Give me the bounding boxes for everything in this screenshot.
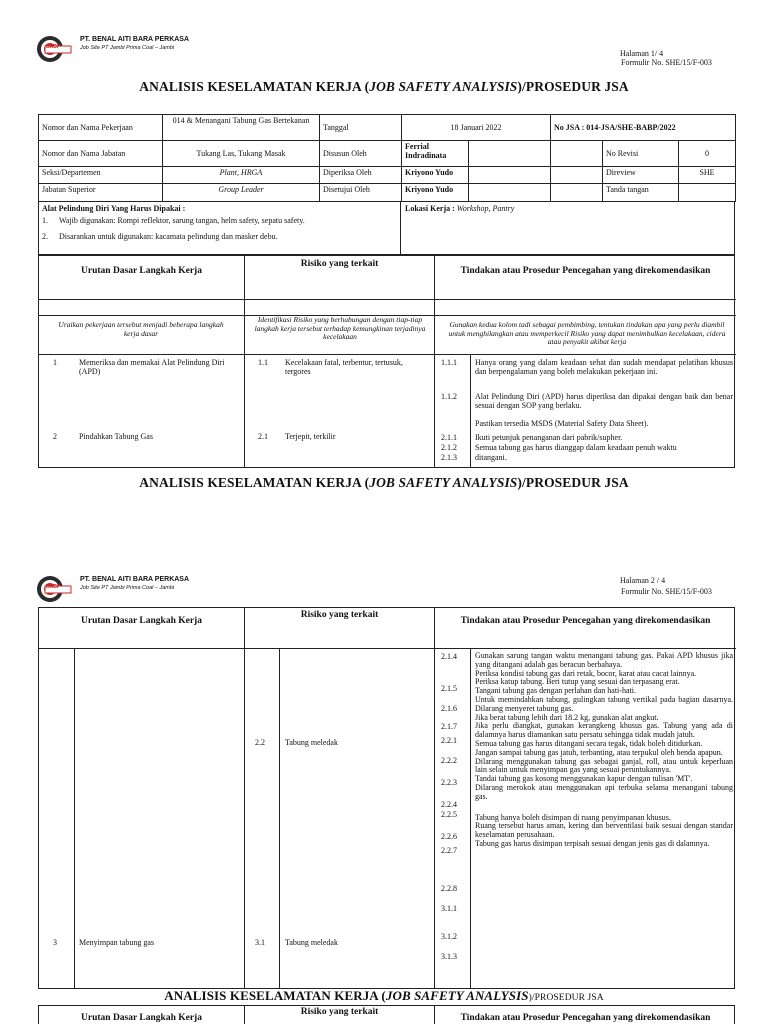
seksi-value: Plant, HRGA <box>163 167 320 184</box>
action-text: Tabung hanya boleh disimpan di ruang penyimpanan khusus. <box>475 812 671 822</box>
divider <box>244 256 245 468</box>
action-text: Untuk memindahkan tabung, gulingkan tabung vertikal pada bagian dasarnya. Dilarang menyeret tabung gas. <box>475 694 733 713</box>
col-tindakan: Tindakan atau Prosedur Pencegahan yang direkomendasikan <box>460 616 711 626</box>
action-text: Jangan sampai tabung gas jatuh, terbanting, atau terpukul oleh benda apapun. <box>475 747 723 757</box>
action-no: 2.1.4 <box>441 652 457 661</box>
jabatan-superior-label: Jabatan Superior <box>39 184 163 202</box>
seksi-label: Seksi/Departemen <box>39 167 163 184</box>
nomor-jabatan-value: Tukang Las, Tukang Masak <box>163 141 320 167</box>
company-logo-text: BABP <box>46 44 61 50</box>
divider <box>39 299 736 300</box>
company-name: PT. BENAL AITI BARA PERKASA <box>80 576 190 583</box>
step-1-no: 1 <box>53 358 57 367</box>
risk-2-2-text: Tabung meledak <box>285 738 338 747</box>
diperiksa-value: Kriyono Yudo <box>402 167 469 184</box>
action-no: 2.2.6 <box>441 832 457 841</box>
tanggal-label: Tanggal <box>320 115 402 141</box>
disusun-ttd <box>469 141 551 167</box>
step-2-text: Pindahkan Tabung Gas <box>79 432 153 441</box>
apd-box <box>38 201 735 255</box>
divider <box>39 648 736 649</box>
action-text: Semua tabung gas harus dianggap dalam keadaan penuh waktu <box>475 443 677 452</box>
action-no: 2.2.8 <box>441 884 457 893</box>
action-text: Ruang tersebut harus aman, kering dan berventilasi baik sesuai dengan standar keselamatan perusahaan. <box>475 821 733 840</box>
disetujui-value: Kriyono Yudo <box>402 184 469 202</box>
tanggal-value: 18 Januari 2022 <box>402 115 551 141</box>
action-text: Semua tabung gas harus ditangani secara tegak, tidak boleh ditidurkan. <box>475 738 703 748</box>
action-no: 2.2.1 <box>441 736 457 745</box>
diperiksa-ttd-2 <box>551 167 603 184</box>
action-text: Gunakan sarung tangan waktu menangani tabung gas. Pakai APD khusus jika yang ditangani adalah gas beracun berbahaya. <box>475 651 733 669</box>
step-2-no: 2 <box>53 432 57 441</box>
action-text: Tangani tabung gas dengan perlahan dan hati-hati. <box>475 686 636 696</box>
repeated-title: ANALISIS KESELAMATAN KERJA (JOB SAFETY ANALYSIS)/PROSEDUR JSA <box>139 475 629 490</box>
jsa-steps-table-p3 <box>38 1005 735 1024</box>
col-risiko: Risiko yang terkait <box>300 1007 379 1017</box>
nomor-pekerjaan-label: Nomor dan Nama Pekerjaan <box>39 115 163 141</box>
col-urutan: Urutan Dasar Langkah Kerja <box>81 616 202 626</box>
page-2-title: ANALISIS KESELAMATAN KERJA (JOB SAFETY ANALYSIS)/PROSEDUR JSA <box>164 988 604 1003</box>
desc-tindakan: Gunakan kedua kolom tadi sebagai pembimbing, tentukan tindakan apa yang perlu diambil untuk menghilangkan atau memperkecil Risiko yang dapat menimbulkan kecelakaan, cidera atau penyakit akibat kerja <box>448 320 726 347</box>
action-no: 2.2.5 <box>441 810 457 819</box>
action-no: 2.1.6 <box>441 704 457 713</box>
col-risiko: Risiko yang terkait <box>300 610 379 620</box>
jsa-header-table <box>38 114 736 202</box>
step-3-no: 3 <box>53 938 57 947</box>
diperiksa-ttd <box>469 167 551 184</box>
divider <box>434 608 435 989</box>
col-tindakan: Tindakan atau Prosedur Pencegahan yang direkomendasikan <box>460 266 711 276</box>
divider <box>74 649 75 989</box>
action-no: 2.1.7 <box>441 722 457 731</box>
company-name: PT. BENAL AITI BARA PERKASA <box>80 36 190 43</box>
lokasi-kerja: Lokasi Kerja : Workshop, Pantry <box>405 204 515 213</box>
action-no: 3.1.1 <box>441 904 457 913</box>
risk-3-1-text: Tabung meledak <box>285 938 338 947</box>
company-logo-text: BABP <box>46 584 61 590</box>
risk-3-1-no: 3.1 <box>255 938 265 947</box>
action-text: Pastikan tersedia MSDS (Material Safety Data Sheet). <box>475 419 649 428</box>
diperiksa-label: Diperiksa Oleh <box>320 167 402 184</box>
divider <box>470 649 471 989</box>
no-revisi-value: 0 <box>679 141 736 167</box>
nomor-jabatan-label: Nomor dan Nama Jabatan <box>39 141 163 167</box>
form-number: Formulir No. SHE/15/F-003 <box>621 587 712 596</box>
col-urutan: Urutan Dasar Langkah Kerja <box>81 266 202 276</box>
action-text: Tabung gas harus disimpan terpisah sesuai dengan jenis gas di dalamnya. <box>475 838 710 848</box>
jsa-steps-table <box>38 255 735 468</box>
tanda-tangan-label: Tanda tangan <box>603 184 679 202</box>
no-jsa: No JSA : 014-JSA/SHE-BABP/2022 <box>551 115 736 141</box>
tanda-tangan-value <box>679 184 736 202</box>
divider <box>279 649 280 989</box>
jabatan-superior-value: Group Leader <box>163 184 320 202</box>
col-risiko: Risiko yang terkait <box>300 259 379 269</box>
disusun-value: Ferrial Indradinata <box>402 141 469 167</box>
action-no: 2.1.5 <box>441 684 457 693</box>
page-number: Halaman 1/ 4 <box>620 49 664 58</box>
apd-item-2: Disarankan untuk digunakan: kacamata pelindung dan masker debu. <box>59 232 278 241</box>
risk-2-text: Terjepit, terkilir <box>285 432 336 441</box>
no-revisi-label: No Revisi <box>603 141 679 167</box>
action-no: 1.1.2 <box>441 392 457 401</box>
desc-risiko: Identifikasi Risiko yang berhubungan dengan tiap-tiap langkah kerja tersebut terhadap kemungkinan terjadinya kecelakaan <box>254 315 426 342</box>
action-text: Alat Pelindung Diri (APD) harus diperiksa dan dipakai dengan baik dan benar sesuai dengan SOP yang berlaku. <box>475 392 733 411</box>
direview-value: SHE <box>679 167 736 184</box>
risk-2-2-no: 2.2 <box>255 738 265 747</box>
action-text: ditangani. <box>475 453 507 462</box>
action-no: 2.2.2 <box>441 756 457 765</box>
step-3-text: Menyimpan tabung gas <box>79 938 155 947</box>
divider <box>244 608 245 989</box>
page-title: ANALISIS KESELAMATAN KERJA (JOB SAFETY ANALYSIS)/PROSEDUR JSA <box>139 79 629 94</box>
divider <box>470 355 471 468</box>
company-site: Job Site PT Jambi Prima Coal – Jambi <box>80 45 175 51</box>
disetujui-label: Disetujui Oleh <box>320 184 402 202</box>
col-tindakan: Tindakan atau Prosedur Pencegahan yang direkomendasikan <box>460 1013 711 1023</box>
action-text: Ikuti petunjuk penanganan dari pabrik/supher. <box>475 433 623 442</box>
nomor-pekerjaan-value: 014 & Menangani Tabung Gas Bertekanan <box>163 115 320 141</box>
action-no: 3.1.2 <box>441 932 457 941</box>
divider <box>39 354 736 355</box>
action-no: 1.1.1 <box>441 358 457 367</box>
action-text: Jika perlu diangkat, gunakan kerangkeng khusus gas. Tabung yang ada di dalamnya harus diamankan satu persatu sehingga tidak mudah jatuh. <box>475 721 733 740</box>
action-no: 2.1.2 <box>441 443 457 452</box>
apd-item-2-no: 2. <box>42 232 48 241</box>
divider <box>434 256 435 468</box>
disetujui-ttd-2 <box>551 184 603 202</box>
action-text: Tandai tabung gas kosong menggunakan kapur dengan tulisan 'MT'. <box>475 774 693 784</box>
action-no: 2.2.7 <box>441 846 457 855</box>
risk-2-no: 2.1 <box>258 432 268 441</box>
action-no: 2.2.3 <box>441 778 457 787</box>
desc-urutan: Uraikan pekerjaan tersebut menjadi beberapa langkah kerja dasar <box>58 320 224 338</box>
action-no: 2.1.3 <box>441 453 457 462</box>
action-no: 2.2.4 <box>441 800 457 809</box>
action-text: Periksa katup tabung. Beri tutup yang sesuai dan terpasang erat. <box>475 677 680 687</box>
apd-item-1-no: 1. <box>42 216 48 225</box>
action-text: Periksa kondisi tabung gas dari retak, bocor, karat atau cacat lainnya. <box>475 668 697 678</box>
action-text: Dilarang menggunakan tabung gas sebagai ganjal, roll, atau untuk keperluan lain selain untuk menyimpan gas yang sesuai peruntukannya. <box>475 756 733 775</box>
action-text: Jika berat tabung lebih dari 18.2 kg, gunakan alat angkut. <box>475 712 659 722</box>
step-1-text: Memeriksa dan memakai Alat Pelindung Diri (APD) <box>79 358 225 377</box>
apd-title: Alat Pelindung Diri Yang Harus Dipakai : <box>42 204 186 213</box>
action-texts <box>475 652 733 849</box>
company-site: Job Site PT Jambi Prima Coal – Jambi <box>80 585 175 591</box>
col-urutan: Urutan Dasar Langkah Kerja <box>81 1013 202 1023</box>
disusun-label: Disusun Oleh <box>320 141 402 167</box>
action-no: 2.1.1 <box>441 433 457 442</box>
disusun-ttd-2 <box>551 141 603 167</box>
action-text: Hanya orang yang dalam keadaan sehat dan sudah mendapat pelatihan khusus dan berpengalaman yang boleh melakukan pekerjaan ini. <box>475 358 733 377</box>
risk-1-text: Kecelakaan fatal, terbentur, tertusuk, tergores <box>285 358 403 377</box>
apd-item-1: Wajib digunakan: Rompi reflektor, sarung tangan, helm safety, sepatu safety. <box>59 216 305 225</box>
risk-1-no: 1.1 <box>258 358 268 367</box>
action-text: Dilarang merokok atau menggunakan api terbuka selama menangani tabung gas. <box>475 782 733 801</box>
action-no: 3.1.3 <box>441 952 457 961</box>
jsa-steps-table-p2 <box>38 607 735 989</box>
disetujui-ttd <box>469 184 551 202</box>
form-number: Formulir No. SHE/15/F-003 <box>621 58 712 67</box>
direview-label: Direview <box>603 167 679 184</box>
page-number: Halaman 2 / 4 <box>620 576 666 585</box>
